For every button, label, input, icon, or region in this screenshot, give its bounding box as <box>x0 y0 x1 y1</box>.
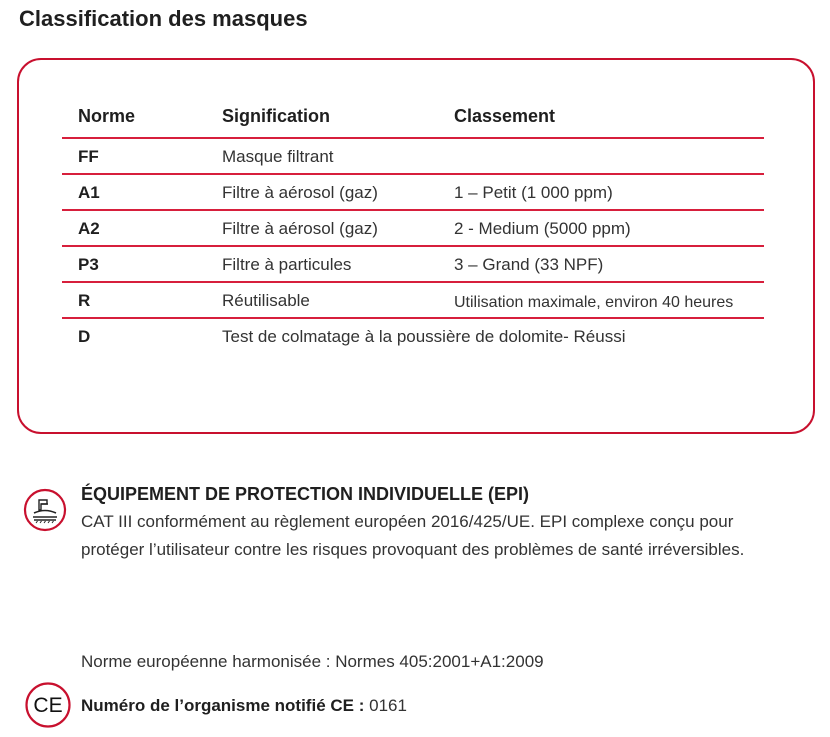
table-row <box>62 175 764 211</box>
row-class: 1 – Petit (1 000 ppm) <box>454 183 613 202</box>
header-signification: Signification <box>222 106 330 126</box>
table-row <box>62 319 764 353</box>
row-class: 2 - Medium (5000 ppm) <box>454 219 631 238</box>
header-norme: Norme <box>78 106 136 126</box>
notified-body <box>81 694 407 718</box>
row-code: R <box>78 291 91 310</box>
row-class: Utilisation maximale, environ 40 heures <box>454 294 734 311</box>
table-row <box>62 211 764 247</box>
epi-heading: ÉQUIPEMENT DE PROTECTION INDIVIDUELLE (EPI) <box>81 484 530 504</box>
table-row <box>62 283 764 319</box>
row-meaning: Masque filtrant <box>222 147 334 166</box>
ce-mark-icon <box>23 681 73 729</box>
row-code: P3 <box>78 255 99 274</box>
mask-classification-table <box>62 94 764 353</box>
table-header-row <box>62 94 764 139</box>
notified-body-label: Numéro de l’organisme notifié CE : <box>81 696 365 715</box>
row-meaning: Filtre à aérosol (gaz) <box>222 219 378 238</box>
row-code: A1 <box>78 183 100 202</box>
row-meaning: Filtre à aérosol (gaz) <box>222 183 378 202</box>
row-meaning: Test de colmatage à la poussière de dolomite- Réussi <box>222 327 626 346</box>
header-classement: Classement <box>454 106 556 126</box>
harmonised-standard: Norme européenne harmonisée : Normes 405:2001+A1:2009 <box>81 652 544 671</box>
page-title: Classification des masques <box>19 6 308 31</box>
row-code: A2 <box>78 219 100 238</box>
ppe-icon <box>23 488 67 532</box>
row-code: FF <box>78 147 99 166</box>
ce-mark-text: CE <box>33 694 63 717</box>
row-class: 3 – Grand (33 NPF) <box>454 255 604 274</box>
table-row <box>62 139 764 175</box>
row-code: D <box>78 327 91 346</box>
epi-description: CAT III conformément au règlement européen 2016/425/UE. EPI complexe conçu pour protéger l’utilisateur contre les risques provoquant des problèmes de santé irréversibles. <box>81 512 745 559</box>
row-meaning: Filtre à particules <box>222 255 352 274</box>
row-meaning: Réutilisable <box>222 291 310 310</box>
table-row <box>62 247 764 283</box>
notified-body-number: 0161 <box>369 696 407 715</box>
